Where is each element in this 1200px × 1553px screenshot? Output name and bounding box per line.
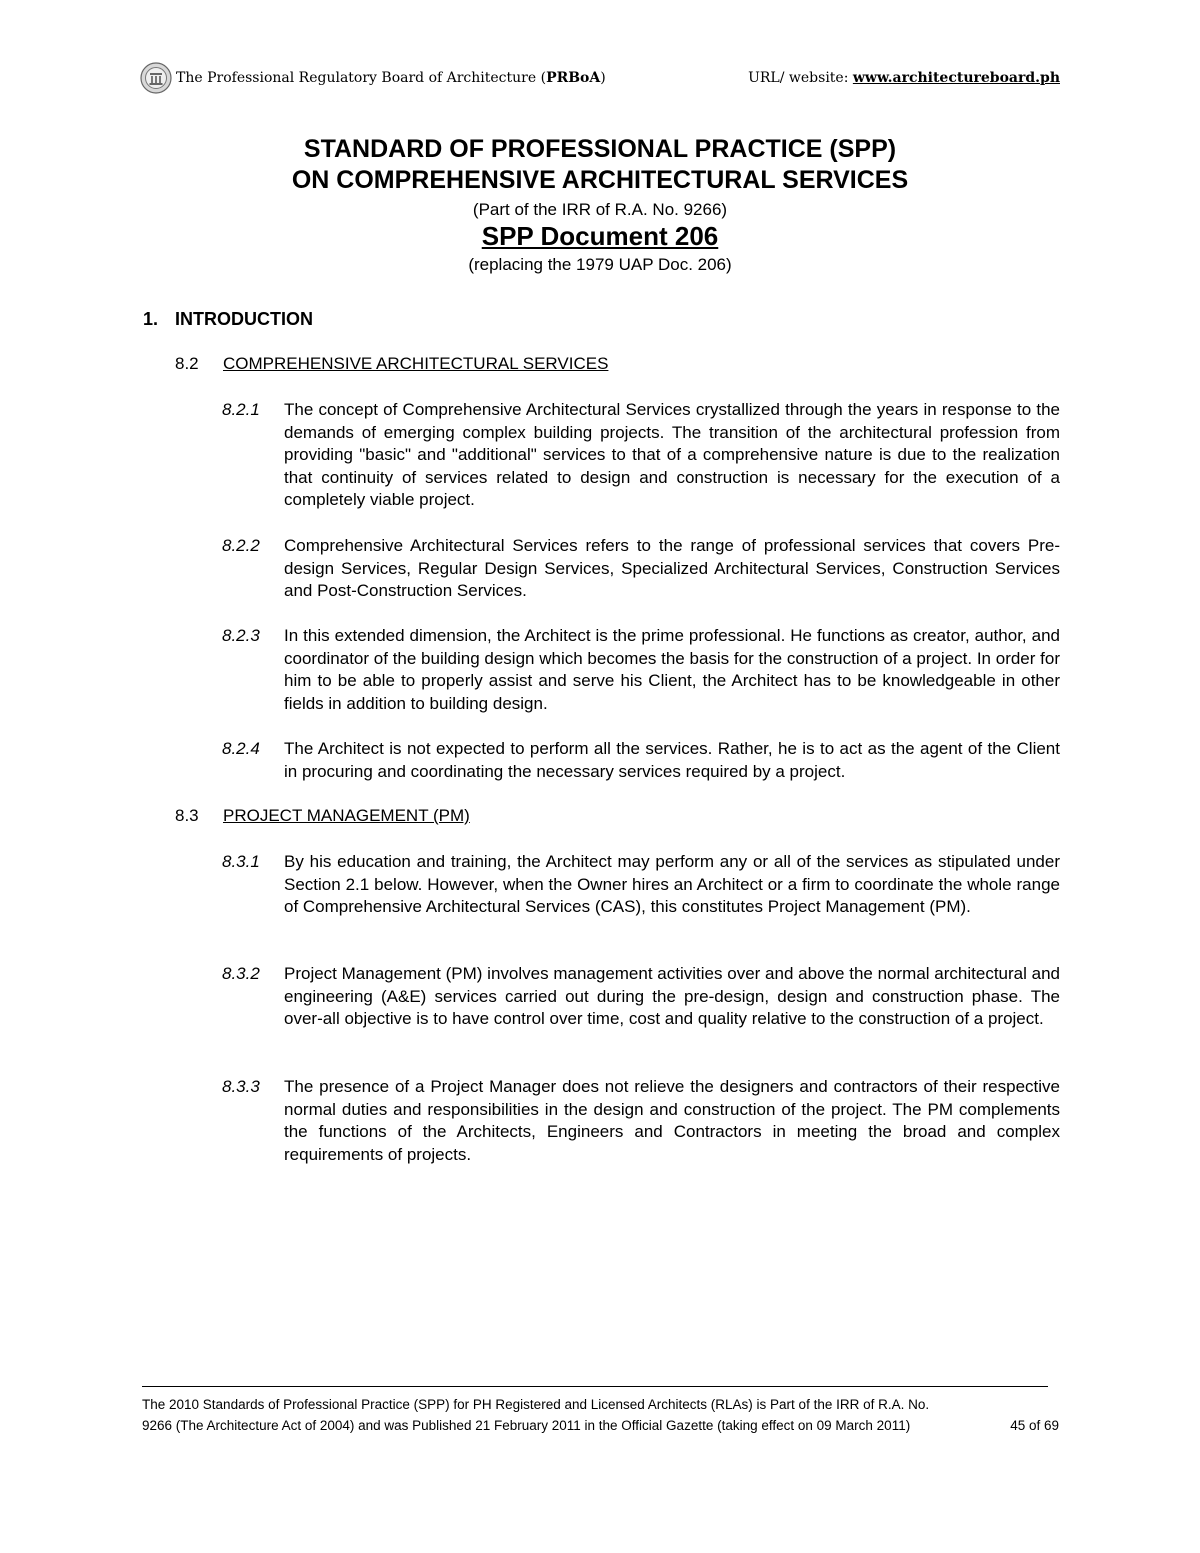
paragraph-number: 8.3.2 [222,964,260,983]
paragraph-text: The concept of Comprehensive Architectural Services crystallized through the years in response to the demands of emerging complex building projects. The transition of the architectural profession from providing "basic" and "additional" services to that of a comprehensive nature is due to the realization that continuity of services related to design and construction is necessary for the execution of a completely viable project. [284,400,1060,510]
paragraph-8-3-2 [222,963,1060,1031]
footer-line-2-text: 9266 (The Architecture Act of 2004) and was Published 21 February 2011 in the Official Gazette (taking effect on 09 March 2011) [142,1418,911,1433]
subsection-title: COMPREHENSIVE ARCHITECTURAL SERVICES [223,354,609,373]
paragraph-8-2-1 [222,399,1060,512]
section-heading [143,309,313,330]
website-link[interactable]: www.architectureboard.ph [852,70,1060,86]
part-of-irr-note: (Part of the IRR of R.A. No. 9266) [472,200,728,219]
subsection-number: 8.2 [175,354,199,373]
paragraph-8-2-2 [222,535,1060,603]
footer-divider [142,1386,1048,1387]
section-number: 1. [143,309,159,329]
paragraph-text: Comprehensive Architectural Services refers to the range of professional services that covers Pre-design Services, Regular Design Services, Specialized Architectural Services, Construction Services and Post-Construction Services. [284,536,1060,601]
paragraph-number: 8.3.1 [222,852,260,871]
document-title-line-2: ON COMPREHENSIVE ARCHITECTURAL SERVICES [291,166,909,194]
document-title-line-1: STANDARD OF PROFESSIONAL PRACTICE (SPP) [303,135,897,163]
footer-line-1: The 2010 Standards of Professional Practice (SPP) for PH Registered and Licensed Architects (RLAs) is Part of the IRR of R.A. No. [142,1397,930,1412]
paragraph-number: 8.2.1 [222,400,260,419]
paragraph-8-2-4 [222,738,1060,783]
header-board-name: The Professional Regulatory Board of Architecture (PRBoA) [176,70,606,86]
paragraph-text: Project Management (PM) involves management activities over and above the normal architectural and engineering (A&E) services carried out during the pre-design, design and construction phase. The over-all objective is to have control over time, cost and quality relative to the construction of a project. [284,964,1060,1029]
paragraph-8-3-3 [222,1076,1060,1166]
paragraph-8-2-3 [222,625,1060,715]
paragraph-text: By his education and training, the Architect may perform any or all of the services as stipulated under Section 2.1 below. However, when the Owner hires an Architect or a firm to coordinate the whole range of Comprehensive Architectural Services (CAS), this constitutes Project Management (PM). [284,852,1060,917]
subsection-heading-8-2 [175,354,608,374]
subsection-number: 8.3 [175,806,199,825]
paragraph-number: 8.2.2 [222,536,260,555]
page-header [140,62,1060,96]
paragraph-text: The Architect is not expected to perform all the services. Rather, he is to act as the agent of the Client in procuring and coordinating the necessary services required by a project. [284,739,1060,781]
paragraph-number: 8.3.3 [222,1077,260,1096]
paragraph-number: 8.2.4 [222,739,260,758]
replacing-note: (replacing the 1979 UAP Doc. 206) [468,255,732,274]
subsection-title: PROJECT MANAGEMENT (PM) [223,806,470,825]
paragraph-text: The presence of a Project Manager does not relieve the designers and contractors of their respective normal duties and responsibilities in the design and construction of the project. The PM complements the functions of the Architects, Engineers and Contractors in meeting the broad and complex requirements of projects. [284,1077,1060,1164]
page-number: 45 of 69 [1010,1418,1059,1433]
paragraph-8-3-1 [222,851,1060,919]
paragraph-text: In this extended dimension, the Architect is the prime professional. He functions as creator, author, and coordinator of the building design which becomes the basis for the construction of a project. In order for him to be able to properly assist and serve his Client, the Architect has to be knowledgeable in other fields in addition to building design. [284,626,1060,713]
paragraph-number: 8.2.3 [222,626,260,645]
footer-line-2 [142,1418,1059,1433]
section-title: INTRODUCTION [175,309,313,329]
header-url: URL/ website: www.architectureboard.ph [748,70,1060,86]
spp-document-title: SPP Document 206 [481,221,719,251]
prboa-seal-icon [140,62,172,94]
subsection-heading-8-3 [175,806,470,826]
